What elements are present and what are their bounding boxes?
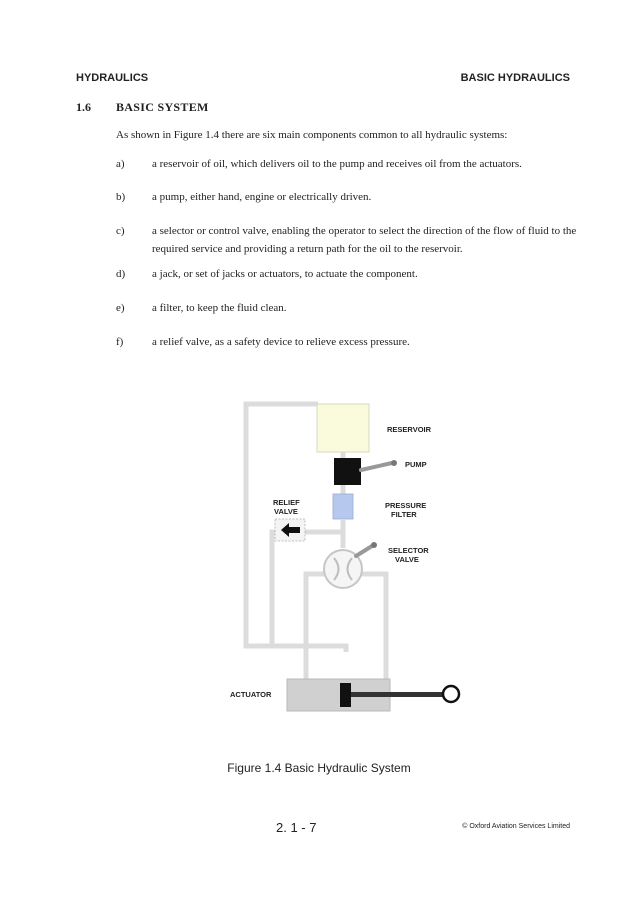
- list-item-label: c): [116, 225, 125, 237]
- pressure-filter-label-line1: PRESSURE: [385, 501, 427, 510]
- selector-valve-label-line2: VALVE: [395, 555, 419, 564]
- list-item-text: a selector or control valve, enabling the operator to select the direction of the flow of fluid to the required service and providing a return path for the oil to the reservoir.: [152, 225, 577, 255]
- list-item-label: a): [116, 158, 125, 170]
- page-number: 2. 1 - 7: [276, 820, 317, 835]
- running-header-left: HYDRAULICS: [76, 72, 149, 84]
- figure-caption: Figure 1.4 Basic Hydraulic System: [227, 761, 411, 775]
- pump-body: [334, 458, 361, 485]
- intro-paragraph: As shown in Figure 1.4 there are six main components common to all hydraulic systems:: [116, 129, 508, 141]
- actuator: [287, 679, 459, 711]
- list-item-label: f): [116, 336, 124, 348]
- actuator-label: ACTUATOR: [230, 690, 272, 699]
- relief-valve-label-line2: VALVE: [274, 507, 298, 516]
- pump-handle-knob: [391, 460, 397, 466]
- selector-valve: [324, 542, 377, 588]
- pressure-filter-label-line2: FILTER: [391, 510, 417, 519]
- reservoir-label: RESERVOIR: [387, 425, 432, 434]
- copyright-notice: © Oxford Aviation Services Limited: [462, 823, 570, 830]
- list-item-text: a filter, to keep the fluid clean.: [152, 302, 287, 314]
- section-number: 1.6: [76, 100, 91, 114]
- running-header-right: BASIC HYDRAULICS: [460, 72, 570, 84]
- list-item-label: d): [116, 268, 126, 280]
- section-title: BASIC SYSTEM: [116, 100, 209, 114]
- relief-valve-label-line1: RELIEF: [273, 498, 300, 507]
- list-item-text: a relief valve, as a safety device to relieve excess pressure.: [152, 336, 410, 348]
- list-item-text: a reservoir of oil, which delivers oil to the pump and receives oil from the actuators.: [152, 158, 522, 170]
- pump-label: PUMP: [405, 460, 427, 469]
- list-item-text: a pump, either hand, engine or electrically driven.: [152, 191, 372, 203]
- selector-valve-label-line1: SELECTOR: [388, 546, 429, 555]
- list-item-text: a jack, or set of jacks or actuators, to actuate the component.: [152, 268, 418, 280]
- reservoir-tank: [317, 404, 369, 452]
- pressure-filter: [333, 494, 353, 519]
- list-item-label: e): [116, 302, 125, 314]
- list-item-label: b): [116, 191, 126, 203]
- pump-handle: [361, 463, 392, 470]
